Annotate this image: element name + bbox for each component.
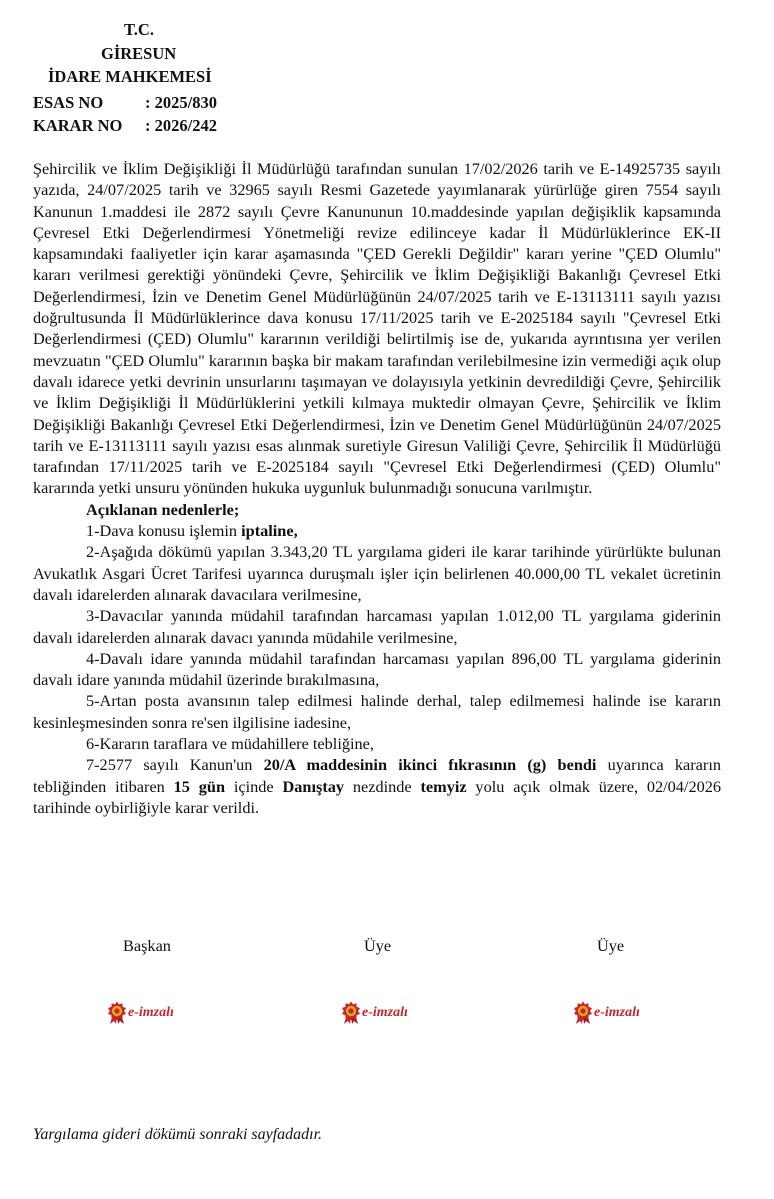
- signature-role-uye-1: Üye: [364, 936, 392, 955]
- item-7-part-c: uyarınca kararın tebliğinden itibaren: [33, 755, 721, 796]
- karar-no-row: [33, 116, 217, 136]
- esas-no-row: [33, 93, 217, 113]
- item-7-part-h: temyiz: [420, 776, 467, 796]
- item-1: [33, 520, 721, 541]
- item-7-part-b: 20/A maddesinin ikinci fıkrasının (g) bendi: [263, 755, 597, 775]
- esig-uye-2: [573, 1001, 640, 1025]
- signature-role-uye-2: Üye: [597, 936, 625, 955]
- karar-no-value: : 2026/242: [145, 116, 217, 135]
- item-1-bold: iptaline,: [241, 521, 298, 541]
- esig-label: e-imzalı: [128, 1005, 174, 1020]
- main-paragraph: Şehircilik ve İklim Değişikliği İl Müdürlüğü tarafından sunulan 17/02/2026 tarih ve E-14925735 sayılı yazıda, 24/07/2025 tarih ve 32965 sayılı Resmi Gazetede yayımlanarak yürürlüğe giren 7554 sayılı Kanunun 1.maddesi ile 2872 sayılı Çevre Kanununun 10.maddesinde yapılan değişiklik kapsamında Çevresel Etki Değerlendirmesi Yönetmeliği revize edilinceye kadar İl Müdürlüklerince EK-II kapsamındaki faaliyetler için karar aşamasında "ÇED Gerekli Değildir" kararı yerine "ÇED Olumlu" kararı verilmesi gerektiği yönündeki Çevre, Şehircilik ve İklim Değişikliği Bakanlığı Çevresel Etki Değerlendirmesi, İzin ve Denetim Genel Müdürlüğünün 24/07/2025 tarih ve E-13113111 sayılı yazısı doğrultusunda İl Müdürlüklerince dava konusu 17/11/2025 tarih ve E-2025184 sayılı "Çevresel Etki Değerlendirmesi (ÇED) Olumlu" kararının verildiği belirtilmiş ise de, yukarıda ayrıntısına yer verilen mevzuatın "ÇED Olumlu" kararının başka bir makam tarafından verilebilmesine izin vermediği açık olup davalı idarece yetki devrinin unsurlarını taşımayan ve dolayısıyla yetkinin devredildiği Çevre, Şehircilik ve İklim Değişikliği İl Müdürlüklerini yetkili kılmaya muktedir olmayan Çevre, Şehircilik ve İklim Değişikliği Bakanlığı Çevresel Etki Değerlendirmesi, İzin ve Denetim Genel Müdürlüğünün 24/07/2025 tarih ve E-13113111 sayılı yazısı esas alınmak suretiyle Giresun Valiliği Çevre, Şehircilik İl Müdürlüğü tarafından 17/11/2025 tarih ve E-2025184 sayılı "Çevresel Etki Değerlendirmesi (ÇED) Olumlu" kararında yetki unsuru yönünden hukuka uygunluk bulunmadığı sonucuna varılmıştır.: [33, 159, 721, 498]
- item-7-part-d: 15 gün: [173, 776, 226, 796]
- item-6: 6-Kararın taraflara ve müdahillere tebliğine,: [86, 734, 374, 754]
- footer-note: Yargılama gideri dökümü sonraki sayfadadır.: [33, 1126, 323, 1143]
- item-7-part-g: nezdinde: [344, 776, 421, 796]
- item-7: [33, 754, 721, 818]
- esas-no-value: : 2025/830: [145, 93, 217, 112]
- item-5: 5-Artan posta avansının talep edilmesi halinde derhal, talep edilmemesi halinde ise kararın kesinleşmesinden sonra re'sen ilgilisine iadesine,: [33, 691, 721, 732]
- decision-body: [33, 158, 721, 818]
- esig-label: e-imzalı: [362, 1005, 408, 1020]
- esig-baskan: [107, 1001, 174, 1025]
- esas-no-label: ESAS NO: [33, 93, 104, 112]
- item-7-part-f: Danıştay: [282, 776, 345, 796]
- item-7-part-i: yolu açık olmak üzere, 02/04/2026 tarihinde oybirliğiyle karar verildi.: [33, 776, 722, 817]
- nedenler-heading: Açıklanan nedenlerle;: [86, 499, 240, 519]
- header-tc: T.C.: [124, 20, 154, 39]
- esig-label: e-imzalı: [594, 1005, 640, 1020]
- item-7-part-a: 7-2577 sayılı Kanun'un: [86, 755, 264, 775]
- rosette-seal-icon: [107, 1001, 127, 1025]
- rosette-seal-icon: [573, 1001, 593, 1025]
- header-court: İDARE MAHKEMESİ: [48, 67, 212, 86]
- item-1-text: 1-Dava konusu işlemin: [86, 521, 242, 541]
- item-7-part-e: içinde: [225, 776, 283, 796]
- rosette-seal-icon: [341, 1001, 361, 1025]
- item-4: 4-Davalı idare yanında müdahil tarafından harcaması yapılan 896,00 TL yargılama giderinin davalı idare yanında müdahil üzerinde bırakılmasına,: [33, 648, 721, 690]
- karar-no-label: KARAR NO: [33, 116, 123, 135]
- item-3: 3-Davacılar yanında müdahil tarafından harcaması yapılan 1.012,00 TL yargılama giderinin davalı idarelerden alınarak davacı yanında müdahile verilmesine,: [33, 606, 721, 647]
- item-2: 2-Aşağıda dökümü yapılan 3.343,20 TL yargılama gideri ile karar tarihinde yürürlükte bulunan Avukatlık Asgari Ücret Tarifesi uyarınca duruşmalı işler için belirlenen 40.000,00 TL vekalet ücretinin davalı idarelerden alınarak davacılara verilmesine,: [33, 542, 721, 604]
- signature-role-baskan: Başkan: [123, 936, 171, 955]
- esig-uye-1: [341, 1001, 408, 1025]
- header-city: GİRESUN: [101, 44, 177, 63]
